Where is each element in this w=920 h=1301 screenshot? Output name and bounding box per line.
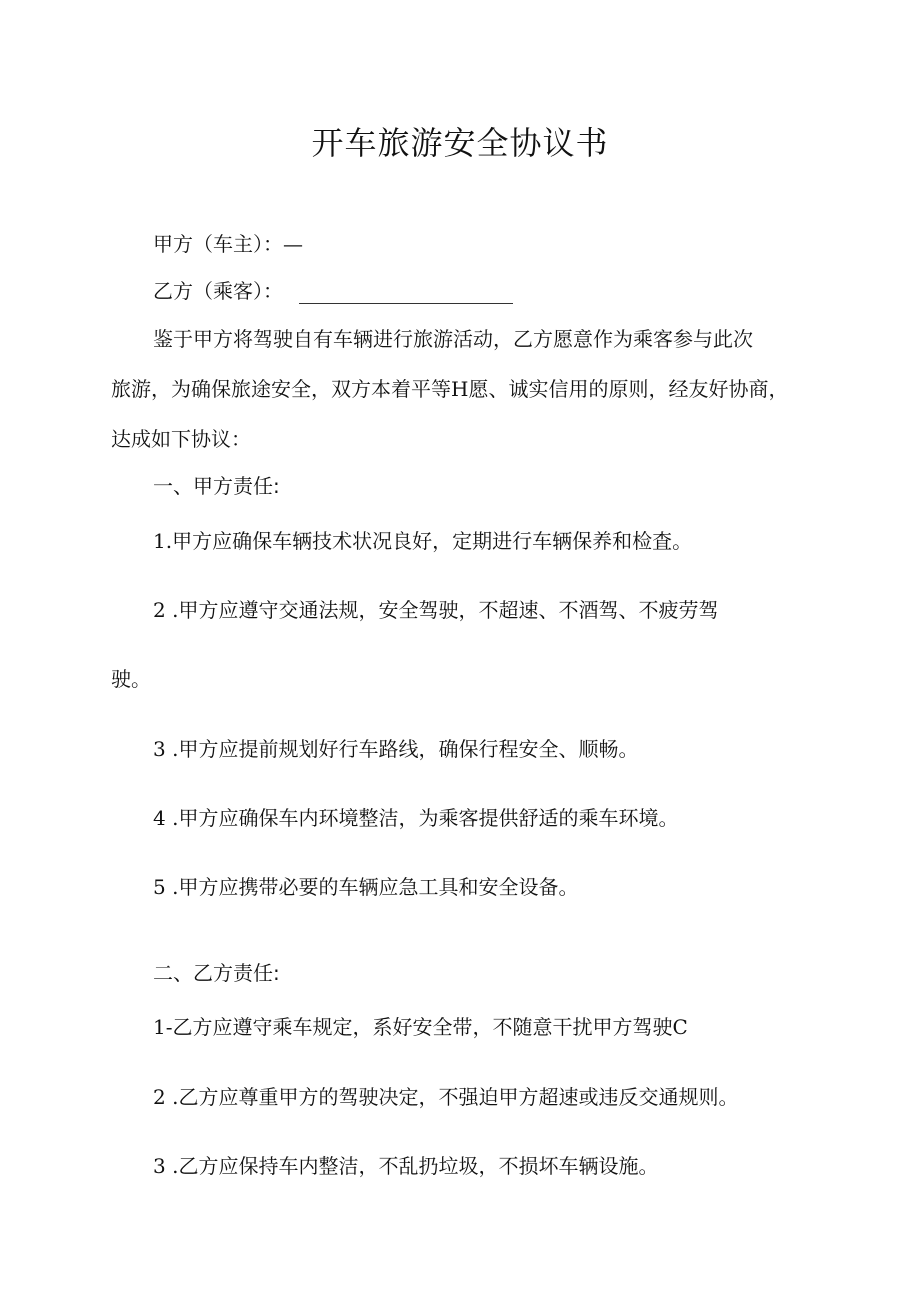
section-a-heading: 一、甲方责任:: [153, 474, 280, 498]
section-a-item-2-cont: 驶。: [111, 667, 151, 691]
preamble-line-3: 达成如下协议：: [111, 427, 251, 451]
section-b-heading: 二、乙方责任:: [153, 961, 280, 985]
section-a-item-1: 1.甲方应确保车辆技术状况良好，定期进行车辆保养和检査。: [153, 529, 693, 553]
party-b-blank: [299, 283, 513, 304]
section-a-item-2: 2 .甲方应遵守交通法规，安全驾驶，不超速、不酒驾、不疲劳驾: [153, 598, 719, 622]
preamble-line-1: 鉴于甲方将驾驶自有车辆进行旅游活动，乙方愿意作为乘客参与此次: [153, 327, 753, 351]
party-b-line: [153, 275, 513, 304]
section-a-item-4: 4 .甲方应确保车内环境整洁，为乘客提供舒适的乘车环境。: [153, 806, 679, 830]
section-b-item-2: 2 .乙方应尊重甲方的驾驶决定，不强迫甲方超速或违反交通规则。: [153, 1085, 739, 1109]
section-b-item-1: 1-乙方应遵守乘车规定，系好安全带，不随意干扰甲方驾驶C: [153, 1015, 688, 1039]
document-title: 开车旅游安全协议书: [311, 124, 609, 162]
party-b-label: 乙方（乘客）：: [153, 279, 283, 303]
preamble-line-2: 旅游，为确保旅途安全，双方本着平等H愿、诚实信用的原则，经友好协商，: [111, 377, 789, 401]
section-a-item-5: 5 .甲方应携带必要的车辆应急工具和安全设备。: [153, 875, 579, 899]
section-a-item-3: 3 .甲方应提前规划好行车路线，确保行程安全、顺畅。: [153, 737, 639, 761]
party-a-line: 甲方（车主）：—: [153, 232, 303, 256]
section-b-item-3: 3 .乙方应保持车内整洁，不乱扔垃圾，不损坏车辆设施。: [153, 1154, 659, 1178]
